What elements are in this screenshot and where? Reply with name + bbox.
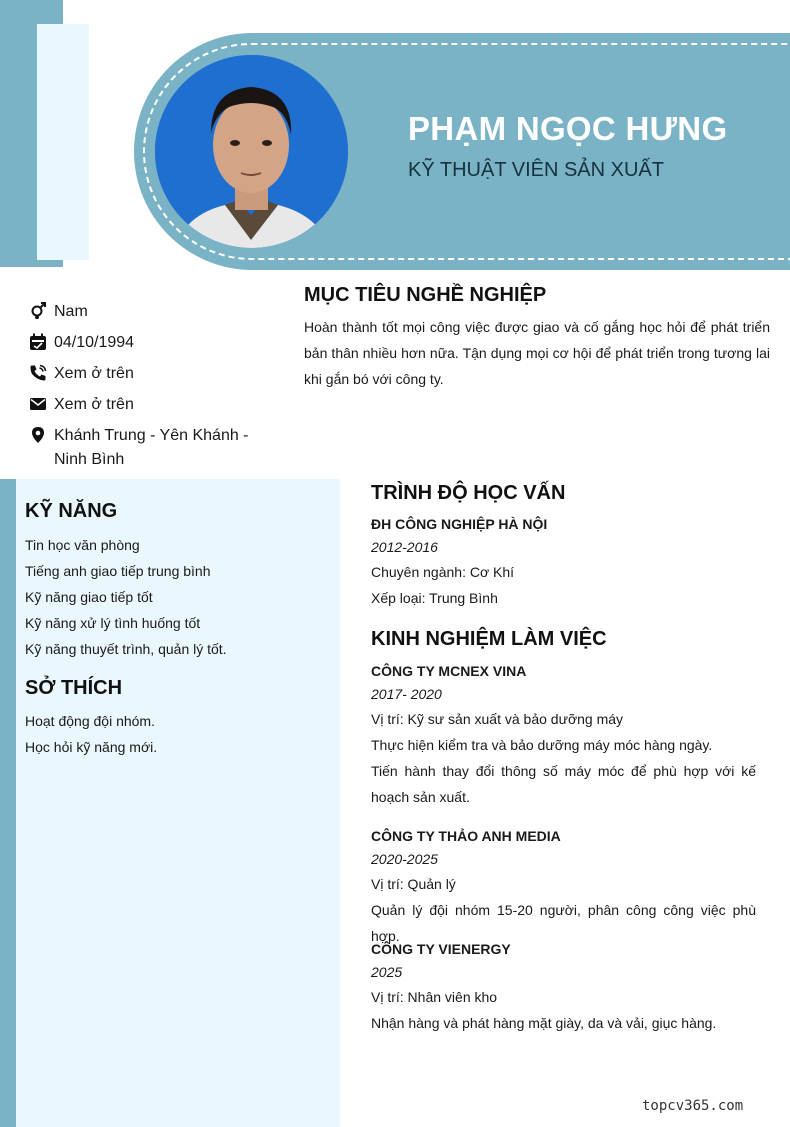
skills-list — [25, 532, 325, 662]
candidate-job-title: KỸ THUẬT VIÊN SẢN XUẤT — [408, 159, 664, 181]
contact-birthdate — [28, 331, 268, 355]
contact-phone — [28, 362, 268, 386]
hobbies-list — [25, 708, 325, 760]
education-school: ĐH CÔNG NGHIỆP HÀ NỘI — [371, 516, 548, 532]
experience-job-2 — [371, 825, 756, 949]
contact-gender — [28, 300, 268, 324]
job-period: 2020-2025 — [371, 851, 438, 867]
contact-list — [28, 300, 268, 479]
contact-email-text: Xem ở trên — [54, 396, 134, 413]
skill-item: Kỹ năng xử lý tình huống tốt — [25, 615, 201, 631]
skill-item: Kỹ năng giao tiếp tốt — [25, 589, 153, 605]
education-period: 2012-2016 — [371, 539, 438, 555]
contact-gender-text: Nam — [54, 303, 88, 320]
candidate-name: PHẠM NGỌC HƯNG — [408, 110, 728, 147]
watermark: topcv365.com — [642, 1098, 744, 1114]
job-line: Quản lý đội nhóm 15-20 người, phân công công việc phù hợp. — [371, 902, 756, 944]
job-line: Vị trí: Nhân viên kho — [371, 989, 498, 1005]
gender-icon — [28, 301, 48, 321]
job-line: Vị trí: Quản lý — [371, 876, 456, 892]
education-heading: TRÌNH ĐỘ HỌC VẤN — [371, 482, 566, 504]
experience-job-1 — [371, 660, 756, 810]
skill-item: Tin học văn phòng — [25, 537, 140, 553]
job-period: 2017- 2020 — [371, 686, 442, 702]
skill-item: Kỹ năng thuyết trình, quản lý tốt. — [25, 641, 227, 657]
phone-icon — [28, 363, 48, 383]
sidebar-accent — [0, 479, 16, 1127]
location-icon — [28, 425, 48, 445]
contact-birthdate-text: 04/10/1994 — [54, 334, 135, 351]
job-period: 2025 — [371, 964, 403, 980]
education-major: Chuyên ngành: Cơ Khí — [371, 564, 515, 580]
education-grade: Xếp loại: Trung Bình — [371, 590, 498, 606]
contact-email — [28, 393, 268, 417]
objective-heading: MỤC TIÊU NGHỀ NGHIỆP — [304, 284, 547, 306]
skill-item: Tiếng anh giao tiếp trung bình — [25, 563, 211, 579]
calendar-icon — [28, 332, 48, 352]
job-company: CÔNG TY MCNEX VINA — [371, 663, 527, 679]
person-portrait-icon — [155, 55, 348, 248]
job-company: CÔNG TY VIENERGY — [371, 941, 511, 957]
contact-address — [28, 424, 268, 472]
experience-heading: KINH NGHIỆM LÀM VIỆC — [371, 628, 607, 650]
email-icon — [28, 394, 48, 414]
job-line: Tiến hành thay đổi thông số máy móc để phù hợp với kế hoạch sản xuất. — [371, 763, 756, 805]
profile-photo — [155, 55, 348, 248]
contact-address-text: Khánh Trung - Yên Khánh - Ninh Bình — [54, 427, 249, 468]
objective-text: Hoàn thành tốt mọi công việc được giao và cố gắng học hỏi để phát triển bản thân nhiều hơn nữa. Tận dụng mọi cơ hội để phát triển trong tương lai khi gắn bó với công ty. — [304, 319, 770, 387]
job-line: Thực hiện kiểm tra và bảo dưỡng máy móc hàng ngày. — [371, 737, 713, 753]
education-block — [371, 513, 756, 611]
hobby-item: Hoạt động đội nhóm. — [25, 713, 155, 729]
job-line: Nhận hàng và phát hàng mặt giày, da và vải, giục hàng. — [371, 1015, 717, 1031]
hobbies-heading: SỞ THÍCH — [25, 677, 123, 699]
job-line: Vị trí: Kỹ sư sản xuất và bảo dưỡng máy — [371, 711, 624, 727]
header-side-panel — [37, 24, 89, 260]
skills-heading: KỸ NĂNG — [25, 500, 118, 522]
hobby-item: Học hỏi kỹ năng mới. — [25, 739, 158, 755]
job-company: CÔNG TY THẢO ANH MEDIA — [371, 828, 561, 844]
contact-phone-text: Xem ở trên — [54, 365, 134, 382]
experience-job-3 — [371, 938, 756, 1036]
